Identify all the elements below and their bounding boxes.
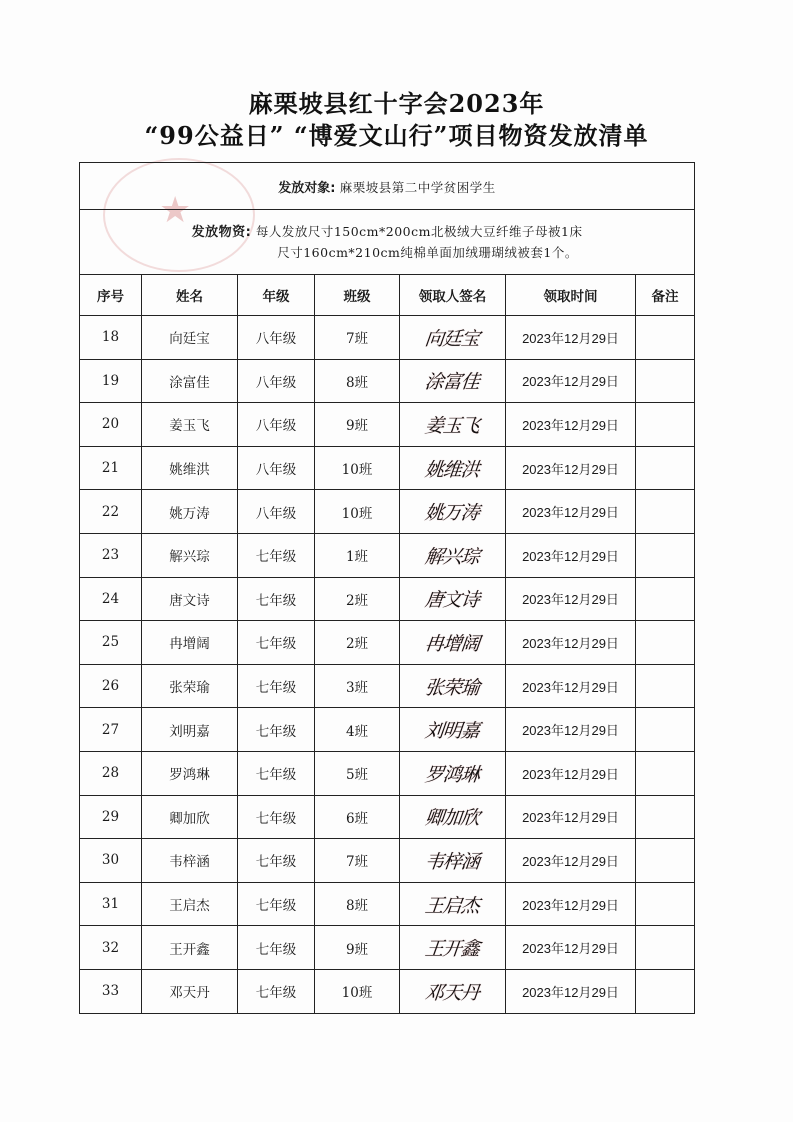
grade-cell <box>238 316 315 360</box>
class-cell <box>315 926 400 970</box>
class: 2班 <box>345 636 369 653</box>
recipient-signature-cell <box>400 926 506 970</box>
recipient-signature-cell <box>400 708 506 752</box>
receive-date-cell <box>506 446 636 490</box>
student-name: 解兴琮 <box>169 549 210 566</box>
table-row <box>80 359 695 403</box>
row-number: 19 <box>101 372 120 389</box>
class-cell <box>315 577 400 621</box>
recipient-signature: 罗鸿琳 <box>424 763 481 786</box>
goods-line2: 尺寸160cm*210cm纯棉单面加绒珊瑚绒被套1个。 <box>277 244 578 260</box>
class-cell <box>315 708 400 752</box>
grade-cell <box>238 533 315 577</box>
student-name-cell <box>142 621 238 665</box>
row-number: 18 <box>101 329 120 346</box>
row-number-cell <box>80 403 142 447</box>
row-number: 25 <box>101 634 120 651</box>
receive-date-cell <box>506 533 636 577</box>
note-cell <box>636 664 695 708</box>
class: 8班 <box>345 374 369 391</box>
student-name: 王启杰 <box>169 898 210 915</box>
student-name: 韦梓涵 <box>169 854 210 871</box>
grade: 七年级 <box>255 985 297 1002</box>
grade: 七年级 <box>255 636 297 653</box>
table-row <box>80 795 695 839</box>
header-date: 领取时间 <box>506 275 636 316</box>
row-number: 26 <box>101 678 120 695</box>
grade-cell <box>238 882 315 926</box>
grade: 八年级 <box>255 331 297 348</box>
row-number-cell <box>80 490 142 534</box>
note-cell <box>636 751 695 795</box>
student-name: 冉增阔 <box>169 636 210 653</box>
table-row <box>80 664 695 708</box>
recipient-signature-cell <box>400 359 506 403</box>
receive-date-cell <box>506 882 636 926</box>
class: 6班 <box>345 810 369 827</box>
table-row <box>80 403 695 447</box>
student-name: 唐文诗 <box>169 592 210 609</box>
receive-date-cell <box>506 359 636 403</box>
row-number-cell <box>80 664 142 708</box>
target-label: 发放对象: <box>278 180 336 196</box>
grade-cell <box>238 926 315 970</box>
table-row <box>80 926 695 970</box>
receive-date: 2023年12月29日 <box>522 941 619 957</box>
receive-date-cell <box>506 926 636 970</box>
recipient-signature-cell <box>400 316 506 360</box>
recipient-signature: 解兴琮 <box>424 545 481 568</box>
recipient-signature: 姜玉飞 <box>424 414 481 437</box>
student-name-cell <box>142 490 238 534</box>
row-number-cell <box>80 577 142 621</box>
receive-date: 2023年12月29日 <box>522 766 619 782</box>
class: 2班 <box>345 592 369 609</box>
target-row <box>80 163 695 210</box>
grade: 七年级 <box>255 898 297 915</box>
header-signature: 领取人签名 <box>400 275 506 316</box>
header-class: 班级 <box>315 275 400 316</box>
grade-cell <box>238 969 315 1013</box>
receive-date: 2023年12月29日 <box>522 417 619 433</box>
grade: 八年级 <box>255 462 297 479</box>
student-name: 罗鸿琳 <box>169 767 210 784</box>
note-cell <box>636 926 695 970</box>
class: 3班 <box>345 680 369 697</box>
note-cell <box>636 446 695 490</box>
student-name-cell <box>142 969 238 1013</box>
student-name-cell <box>142 926 238 970</box>
row-number: 31 <box>101 896 120 913</box>
recipient-signature-cell <box>400 446 506 490</box>
recipient-signature-cell <box>400 969 506 1013</box>
receive-date: 2023年12月29日 <box>522 723 619 739</box>
row-number: 20 <box>101 416 120 433</box>
student-name-cell <box>142 795 238 839</box>
student-name: 涂富佳 <box>169 374 210 391</box>
goods-line1: 每人发放尺寸150cm*200cm北极绒大豆纤维子母被1床 <box>255 223 583 239</box>
student-name: 张荣瑜 <box>169 680 210 697</box>
class: 7班 <box>345 854 369 871</box>
class: 4班 <box>345 723 369 740</box>
row-number-cell <box>80 316 142 360</box>
recipient-signature-cell <box>400 751 506 795</box>
student-name-cell <box>142 664 238 708</box>
class: 10班 <box>341 462 373 479</box>
note-cell <box>636 839 695 883</box>
receive-date-cell <box>506 577 636 621</box>
class: 5班 <box>345 767 369 784</box>
student-name-cell <box>142 446 238 490</box>
table-row <box>80 316 695 360</box>
student-name: 姜玉飞 <box>169 418 210 435</box>
class: 7班 <box>345 331 369 348</box>
row-number: 22 <box>101 503 120 520</box>
grade-cell <box>238 708 315 752</box>
grade-cell <box>238 490 315 534</box>
student-name: 刘明嘉 <box>169 723 210 740</box>
recipient-signature: 冉增阔 <box>424 632 481 655</box>
note-cell <box>636 403 695 447</box>
class-cell <box>315 795 400 839</box>
row-number-cell <box>80 839 142 883</box>
grade-cell <box>238 621 315 665</box>
header-row <box>80 275 695 316</box>
recipient-signature: 刘明嘉 <box>424 720 481 743</box>
row-number-cell <box>80 533 142 577</box>
recipient-signature: 王开鑫 <box>424 938 481 961</box>
receive-date-cell <box>506 316 636 360</box>
class-cell <box>315 839 400 883</box>
student-name-cell <box>142 403 238 447</box>
class: 10班 <box>341 985 373 1002</box>
grade-cell <box>238 446 315 490</box>
recipient-signature-cell <box>400 533 506 577</box>
recipient-signature-cell <box>400 621 506 665</box>
class: 9班 <box>345 418 369 435</box>
row-number-cell <box>80 621 142 665</box>
grade-cell <box>238 751 315 795</box>
receive-date-cell <box>506 403 636 447</box>
table-row <box>80 490 695 534</box>
note-cell <box>636 621 695 665</box>
grade: 七年级 <box>255 592 297 609</box>
receive-date: 2023年12月29日 <box>522 635 619 651</box>
note-cell <box>636 490 695 534</box>
recipient-signature-cell <box>400 664 506 708</box>
receive-date-cell <box>506 708 636 752</box>
grade-cell <box>238 839 315 883</box>
row-number-cell <box>80 969 142 1013</box>
table-row <box>80 621 695 665</box>
recipient-signature-cell <box>400 795 506 839</box>
header-grade: 年级 <box>238 275 315 316</box>
row-number: 27 <box>101 721 120 738</box>
row-number-cell <box>80 882 142 926</box>
grade: 七年级 <box>255 680 297 697</box>
receive-date-cell <box>506 751 636 795</box>
recipient-signature-cell <box>400 403 506 447</box>
document-title-line1: 麻栗坡县红十字会2023年 <box>248 89 545 118</box>
goods-row <box>80 210 695 275</box>
receive-date: 2023年12月29日 <box>522 679 619 695</box>
receive-date: 2023年12月29日 <box>522 810 619 826</box>
recipient-signature-cell <box>400 490 506 534</box>
grade: 七年级 <box>255 767 297 784</box>
row-number-cell <box>80 795 142 839</box>
row-number: 21 <box>101 460 120 477</box>
student-name: 邓天丹 <box>169 985 210 1002</box>
recipient-signature: 向廷宝 <box>424 327 481 350</box>
recipient-signature-cell <box>400 577 506 621</box>
table-row <box>80 577 695 621</box>
receive-date-cell <box>506 839 636 883</box>
receive-date: 2023年12月29日 <box>522 330 619 346</box>
row-number: 24 <box>101 590 120 607</box>
receive-date: 2023年12月29日 <box>522 984 619 1000</box>
class-cell <box>315 359 400 403</box>
recipient-signature: 王启杰 <box>424 894 481 917</box>
class-cell <box>315 664 400 708</box>
class-cell <box>315 751 400 795</box>
receive-date: 2023年12月29日 <box>522 461 619 477</box>
row-number-cell <box>80 708 142 752</box>
note-cell <box>636 316 695 360</box>
row-number-cell <box>80 751 142 795</box>
recipient-signature-cell <box>400 882 506 926</box>
class-cell <box>315 969 400 1013</box>
receive-date: 2023年12月29日 <box>522 374 619 390</box>
header-note: 备注 <box>636 275 695 316</box>
receive-date: 2023年12月29日 <box>522 548 619 564</box>
class: 10班 <box>341 505 373 522</box>
student-name: 王开鑫 <box>169 941 210 958</box>
receive-date: 2023年12月29日 <box>522 505 619 521</box>
row-number: 33 <box>101 983 120 1000</box>
note-cell <box>636 708 695 752</box>
row-number-cell <box>80 446 142 490</box>
header-name: 姓名 <box>142 275 238 316</box>
note-cell <box>636 359 695 403</box>
row-number: 32 <box>101 939 120 956</box>
class: 1班 <box>345 549 369 566</box>
table-row <box>80 882 695 926</box>
row-number-cell <box>80 926 142 970</box>
student-name: 向廷宝 <box>169 331 210 348</box>
student-name-cell <box>142 751 238 795</box>
grade: 七年级 <box>255 810 297 827</box>
class-cell <box>315 446 400 490</box>
grade-cell <box>238 577 315 621</box>
receive-date-cell <box>506 795 636 839</box>
class: 8班 <box>345 898 369 915</box>
receive-date-cell <box>506 969 636 1013</box>
receive-date-cell <box>506 664 636 708</box>
student-name-cell <box>142 316 238 360</box>
grade: 八年级 <box>255 418 297 435</box>
receive-date-cell <box>506 621 636 665</box>
grade-cell <box>238 795 315 839</box>
student-name-cell <box>142 882 238 926</box>
note-cell <box>636 795 695 839</box>
recipient-signature-cell <box>400 839 506 883</box>
note-cell <box>636 577 695 621</box>
table-row <box>80 446 695 490</box>
student-name: 姚万涛 <box>169 505 210 522</box>
grade-cell <box>238 403 315 447</box>
student-name: 姚维洪 <box>169 462 210 479</box>
target-value: 麻栗坡县第二中学贫困学生 <box>339 179 496 195</box>
note-cell <box>636 969 695 1013</box>
note-cell <box>636 882 695 926</box>
student-name-cell <box>142 577 238 621</box>
row-number-cell <box>80 359 142 403</box>
student-name-cell <box>142 533 238 577</box>
class-cell <box>315 882 400 926</box>
receive-date: 2023年12月29日 <box>522 592 619 608</box>
table-row <box>80 533 695 577</box>
receive-date-cell <box>506 490 636 534</box>
goods-label: 发放物资: <box>191 224 252 240</box>
class-cell <box>315 316 400 360</box>
table-row <box>80 969 695 1013</box>
recipient-signature: 涂富佳 <box>424 371 481 394</box>
grade: 七年级 <box>255 941 297 958</box>
class: 9班 <box>345 941 369 958</box>
document-title-line2: “99公益日” “博爱文山行”项目物资发放清单 <box>144 121 649 150</box>
recipient-signature: 姚万涛 <box>424 502 481 525</box>
grade: 八年级 <box>255 505 297 522</box>
recipient-signature: 韦梓涵 <box>424 850 481 873</box>
class-cell <box>315 403 400 447</box>
row-number: 23 <box>101 547 120 564</box>
class-cell <box>315 490 400 534</box>
student-name-cell <box>142 359 238 403</box>
row-number: 28 <box>101 765 120 782</box>
recipient-signature: 姚维洪 <box>424 458 481 481</box>
student-name: 卿加欣 <box>169 810 210 827</box>
student-name-cell <box>142 839 238 883</box>
table-row <box>80 708 695 752</box>
star-icon: ★ <box>159 190 192 231</box>
recipient-signature: 张荣瑜 <box>424 676 481 699</box>
row-number: 30 <box>101 852 120 869</box>
distribution-table <box>79 162 695 1014</box>
grade: 七年级 <box>255 723 297 740</box>
grade: 七年级 <box>255 854 297 871</box>
receive-date: 2023年12月29日 <box>522 897 619 913</box>
header-no: 序号 <box>80 275 142 316</box>
grade-cell <box>238 359 315 403</box>
recipient-signature: 卿加欣 <box>424 807 481 830</box>
receive-date: 2023年12月29日 <box>522 853 619 869</box>
grade: 七年级 <box>255 549 297 566</box>
table-row <box>80 839 695 883</box>
student-name-cell <box>142 708 238 752</box>
class-cell <box>315 621 400 665</box>
recipient-signature: 邓天丹 <box>424 981 481 1004</box>
note-cell <box>636 533 695 577</box>
recipient-signature: 唐文诗 <box>424 589 481 612</box>
row-number: 29 <box>101 808 120 825</box>
grade: 八年级 <box>255 374 297 391</box>
class-cell <box>315 533 400 577</box>
table-row <box>80 751 695 795</box>
grade-cell <box>238 664 315 708</box>
